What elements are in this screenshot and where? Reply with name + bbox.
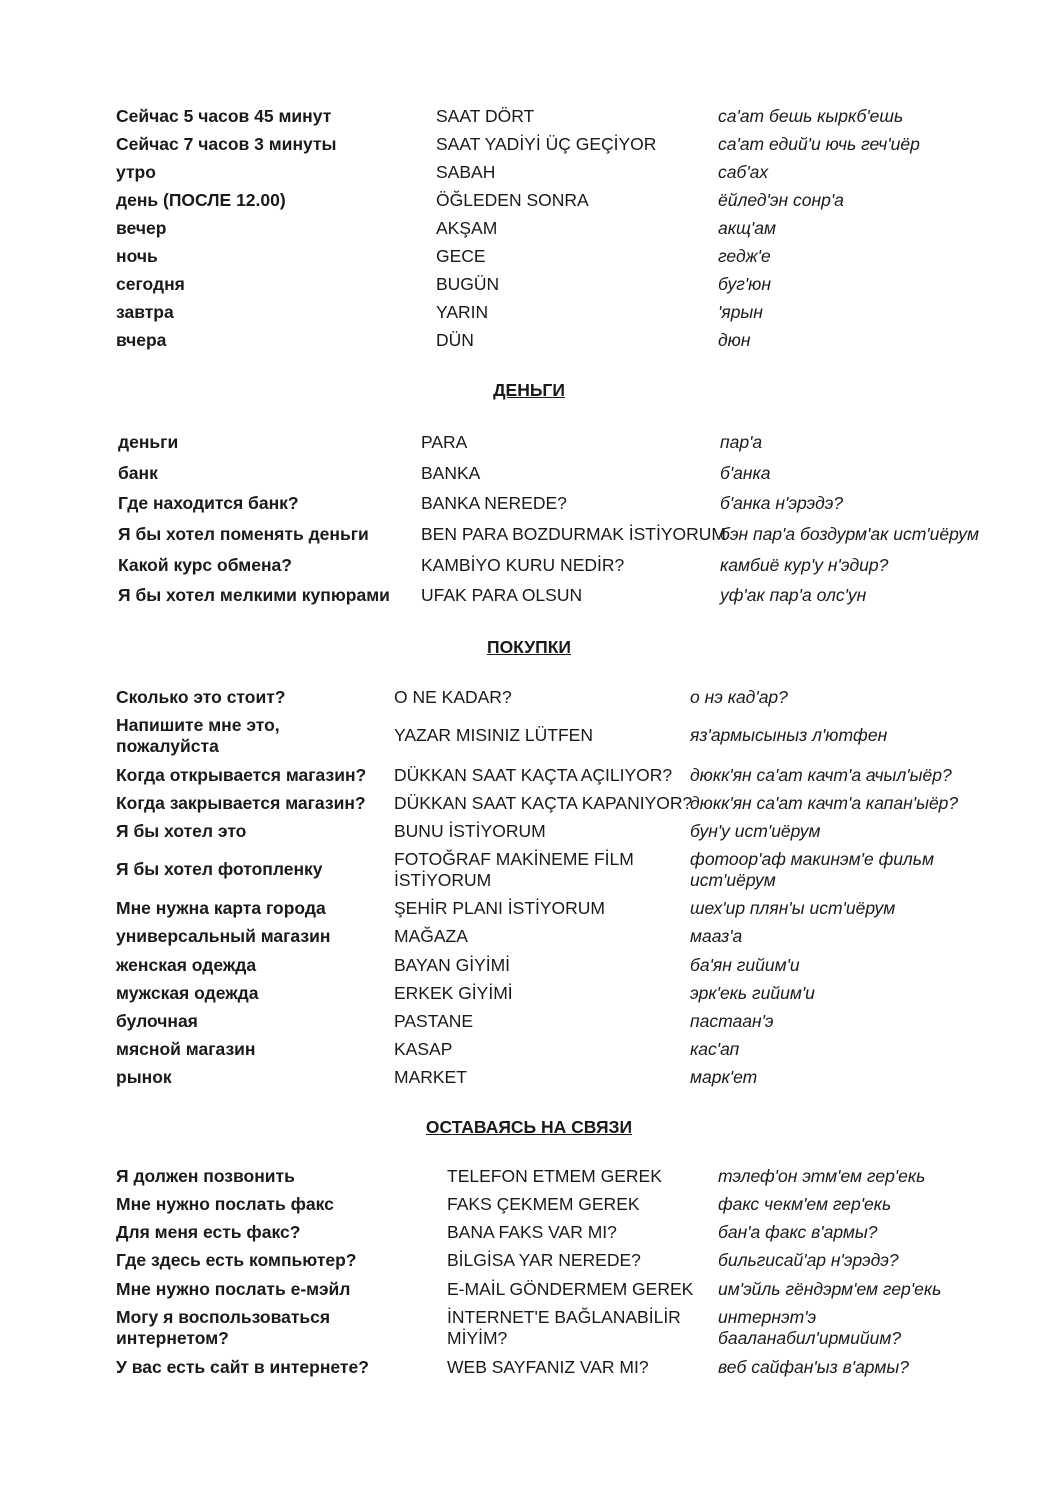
turkish-phrase: UFAK PARA OLSUN — [421, 585, 583, 605]
russian-phrase — [116, 715, 280, 757]
russian-phrase: булочная — [116, 1011, 198, 1031]
turkish-phrase: SAAT YADİYİ ÜÇ GEÇİYOR — [436, 134, 657, 154]
pronunciation: о нэ кад'ар? — [690, 687, 788, 707]
turkish-phrase: ŞEHİR PLANI İSTİYORUM — [394, 898, 606, 918]
russian-phrase: день (ПОСЛЕ 12.00) — [116, 190, 286, 210]
russian-phrase: Где здесь есть компьютер? — [116, 1250, 357, 1270]
turkish-phrase: MARKET — [394, 1067, 467, 1087]
russian-phrase-line: Напишите мне это, — [116, 715, 280, 735]
russian-phrase: Какой курс обмена? — [118, 555, 292, 575]
turkish-phrase: BANKA NEREDE? — [421, 493, 567, 513]
russian-phrase: сегодня — [116, 274, 185, 294]
pronunciation-line: бааланабил'ирмийим? — [718, 1328, 902, 1348]
pronunciation: гедж'е — [718, 246, 771, 266]
turkish-phrase: TELEFON ETMEM GEREK — [447, 1166, 662, 1186]
pronunciation: б'анка н'эрэдэ? — [720, 493, 844, 513]
russian-phrase — [116, 1307, 330, 1349]
pronunciation: ба'ян гийим'и — [690, 955, 800, 975]
pronunciation: факс чекм'ем гер'екь — [718, 1194, 892, 1214]
pronunciation: акщ'ам — [718, 218, 776, 238]
turkish-phrase: GECE — [436, 246, 486, 266]
pronunciation: бэн пар'а боздурм'ак ист'иёрум — [720, 524, 980, 544]
pronunciation: шех'ир плян'ы ист'иёрум — [690, 898, 896, 918]
russian-phrase: женская одежда — [116, 955, 257, 975]
turkish-phrase: BAYAN GİYİMİ — [394, 955, 511, 975]
pronunciation: яз'армысыныз л'ютфен — [690, 725, 888, 745]
pronunciation: пар'а — [720, 432, 763, 452]
section-heading: ДЕНЬГИ — [493, 380, 565, 400]
turkish-phrase: YARIN — [436, 302, 489, 322]
turkish-phrase: PASTANE — [394, 1011, 474, 1031]
pronunciation: бан'а факс в'армы? — [718, 1222, 878, 1242]
russian-phrase: Сейчас 5 часов 45 минут — [116, 106, 332, 126]
pronunciation: са'ат едий'и ючь геч'иёр — [718, 134, 920, 154]
pronunciation: веб сайфан'ыз в'армы? — [718, 1357, 909, 1377]
pronunciation: 'ярын — [718, 302, 763, 322]
russian-phrase-line: пожалуйста — [116, 736, 219, 756]
turkish-phrase: AKŞAM — [436, 218, 498, 238]
turkish-phrase: BANA FAKS VAR MI? — [447, 1222, 617, 1242]
russian-phrase-line: Могу я воспользоваться — [116, 1307, 331, 1327]
turkish-phrase: BİLGİSA YAR NEREDE? — [447, 1250, 641, 1270]
turkish-phrase-line: İNTERNET'E BAĞLANABİLİR — [447, 1307, 681, 1327]
turkish-phrase: E-MAİL GÖNDERMEM GEREK — [447, 1279, 694, 1299]
turkish-phrase-line: MİYİM? — [447, 1328, 508, 1348]
russian-phrase: Я должен позвонить — [116, 1166, 295, 1186]
turkish-phrase: DÜKKAN SAAT KAÇTA AÇILIYOR? — [394, 765, 673, 785]
turkish-phrase-line: İSTİYORUM — [394, 870, 492, 890]
turkish-phrase: DÜKKAN SAAT KAÇTA KAPANIYOR? — [394, 793, 693, 813]
turkish-phrase — [394, 849, 634, 891]
russian-phrase: ночь — [116, 246, 158, 266]
russian-phrase: завтра — [116, 302, 174, 322]
russian-phrase: Когда открывается магазин? — [116, 765, 367, 785]
turkish-phrase: WEB SAYFANIZ VAR MI? — [447, 1357, 649, 1377]
turkish-phrase — [447, 1307, 681, 1349]
russian-phrase: Я бы хотел это — [116, 821, 247, 841]
pronunciation: ёйлед'эн сонр'а — [718, 190, 844, 210]
pronunciation: бильгисай'ар н'эрэдэ? — [718, 1250, 899, 1270]
pronunciation: марк'ет — [690, 1067, 758, 1087]
section-heading: ОСТАВАЯСЬ НА СВЯЗИ — [425, 1117, 633, 1137]
russian-phrase: мужская одежда — [116, 983, 259, 1003]
turkish-phrase: SAAT DÖRT — [436, 106, 535, 126]
pronunciation: са'ат бешь кыркб'ешь — [718, 106, 904, 126]
russian-phrase: вечер — [116, 218, 167, 238]
russian-phrase: У вас есть сайт в интернете? — [116, 1357, 369, 1377]
russian-phrase: Где находится банк? — [118, 493, 299, 513]
pronunciation: уф'ак пар'а олс'ун — [720, 585, 867, 605]
turkish-phrase: ÖĞLEDEN SONRA — [436, 190, 589, 210]
turkish-phrase: FAKS ÇEKMEM GEREK — [447, 1194, 640, 1214]
pronunciation: дюн — [718, 330, 751, 350]
pronunciation — [690, 849, 934, 891]
turkish-phrase: YAZAR MISINIZ LÜTFEN — [394, 725, 593, 745]
pronunciation: камбиё кур'у н'эдир? — [720, 555, 889, 575]
pronunciation: дюкк'ян са'ат качт'а ачыл'ыёр? — [690, 765, 952, 785]
pronunciation-line: фотоор'аф макинэм'е фильм — [690, 849, 935, 869]
russian-phrase: рынок — [116, 1067, 172, 1087]
turkish-phrase: PARA — [421, 432, 468, 452]
turkish-phrase: BEN PARA BOZDURMAK İSTİYORUM — [421, 524, 726, 544]
turkish-phrase: BANKA — [421, 463, 481, 483]
pronunciation: им'эйль гёндэрм'ем гер'екь — [718, 1279, 942, 1299]
turkish-phrase-line: FOTOĞRAF MAKİNEME FİLM — [394, 849, 634, 869]
russian-phrase: Я бы хотел мелкими купюрами — [118, 585, 390, 605]
turkish-phrase: MAĞAZA — [394, 926, 468, 946]
pronunciation: б'анка — [720, 463, 771, 483]
section-heading: ПОКУПКИ — [486, 637, 572, 657]
russian-phrase: Сколько это стоит? — [116, 687, 286, 707]
turkish-phrase: SABAH — [436, 162, 496, 182]
turkish-phrase: BUGÜN — [436, 274, 500, 294]
pronunciation: мааз'а — [690, 926, 743, 946]
russian-phrase: Сейчас 7 часов 3 минуты — [116, 134, 337, 154]
turkish-phrase: DÜN — [436, 330, 474, 350]
russian-phrase: Мне нужно послать факс — [116, 1194, 334, 1214]
russian-phrase: деньги — [118, 432, 179, 452]
russian-phrase: утро — [116, 162, 156, 182]
pronunciation — [718, 1307, 901, 1349]
turkish-phrase: KAMBİYO KURU NEDİR? — [421, 555, 625, 575]
russian-phrase: Мне нужно послать е-мэйл — [116, 1279, 351, 1299]
russian-phrase: Я бы хотел фотопленку — [116, 859, 323, 879]
pronunciation: тэлеф'он этм'ем гер'екь — [718, 1166, 926, 1186]
turkish-phrase: O NE KADAR? — [394, 687, 512, 707]
russian-phrase: Мне нужна карта города — [116, 898, 326, 918]
pronunciation: бун'у ист'иёрум — [690, 821, 821, 841]
russian-phrase: банк — [118, 463, 158, 483]
pronunciation: саб'ах — [718, 162, 769, 182]
turkish-phrase: KASAP — [394, 1039, 453, 1059]
turkish-phrase: BUNU İSTİYORUM — [394, 821, 546, 841]
pronunciation-line: ист'иёрум — [690, 870, 776, 890]
pronunciation: кас'ап — [690, 1039, 740, 1059]
pronunciation-line: интернэт'э — [718, 1307, 817, 1327]
pronunciation: эрк'екь гийим'и — [690, 983, 815, 1003]
russian-phrase: универсальный магазин — [116, 926, 331, 946]
pronunciation: буг'юн — [718, 274, 771, 294]
russian-phrase: Когда закрывается магазин? — [116, 793, 366, 813]
turkish-phrase: ERKEK GİYİMİ — [394, 983, 513, 1003]
russian-phrase: мясной магазин — [116, 1039, 256, 1059]
russian-phrase: Для меня есть факс? — [116, 1222, 301, 1242]
russian-phrase-line: интернетом? — [116, 1328, 229, 1348]
russian-phrase: Я бы хотел поменять деньги — [118, 524, 369, 544]
pronunciation: пастаан'э — [690, 1011, 774, 1031]
pronunciation: дюкк'ян са'ат качт'а капан'ыёр? — [690, 793, 959, 813]
russian-phrase: вчера — [116, 330, 167, 350]
